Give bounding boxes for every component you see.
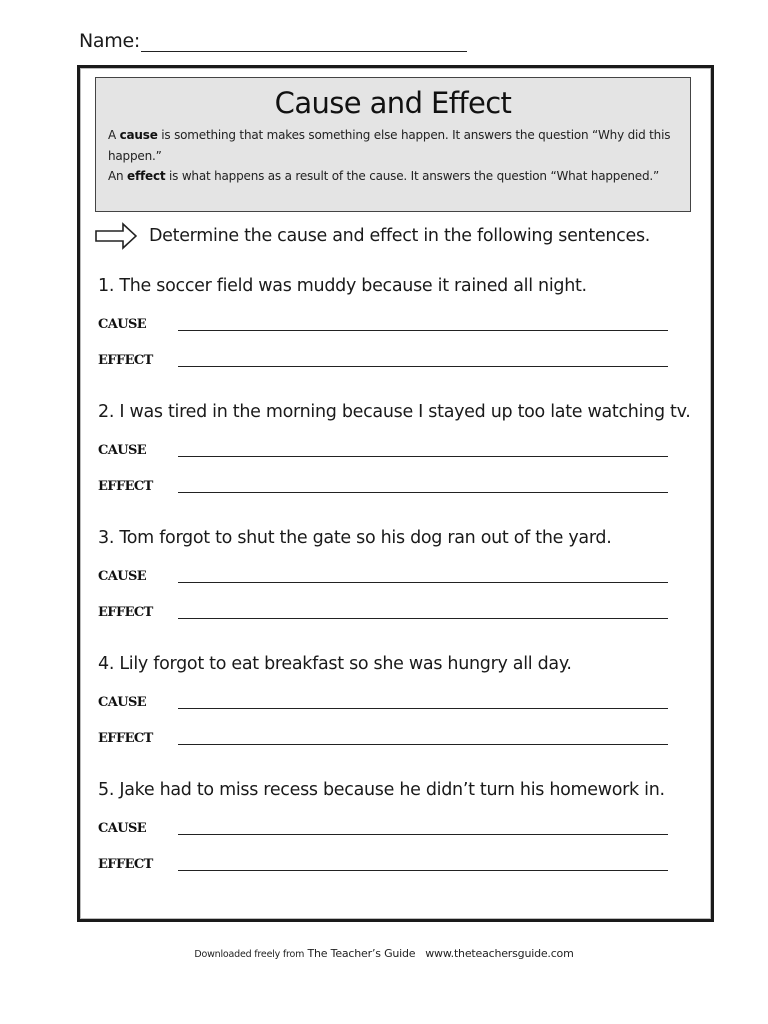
- name-label: Name:: [79, 30, 140, 52]
- effect-answer-5[interactable]: [98, 850, 673, 874]
- question-5: 5. Jake had to miss recess because he didn’t turn his homework in.: [98, 780, 665, 800]
- cause-answer-1[interactable]: [98, 310, 673, 334]
- instruction-text: Determine the cause and effect in the following sentences.: [149, 226, 651, 246]
- cause-term: cause: [119, 128, 158, 142]
- right-arrow-icon: [95, 221, 137, 251]
- instruction-row: [95, 221, 650, 251]
- cause-answer-line[interactable]: [178, 456, 668, 457]
- footer-url[interactable]: www.theteachersguide.com: [425, 947, 574, 960]
- effect-answer-line[interactable]: [178, 870, 668, 871]
- cause-label: CAUSE: [98, 695, 147, 710]
- cause-definition-text: is something that makes something else happen. It answers the question “Why did this happen.”: [108, 128, 671, 163]
- cause-answer-3[interactable]: [98, 562, 673, 586]
- header-box: [95, 77, 691, 212]
- effect-label: EFFECT: [98, 479, 153, 494]
- effect-definition-prefix: An: [108, 169, 128, 183]
- effect-answer-line[interactable]: [178, 744, 668, 745]
- cause-label: CAUSE: [98, 821, 147, 836]
- effect-definition-text: is what happens as a result of the cause. It answers the question “What happened.”: [165, 169, 660, 183]
- effect-label: EFFECT: [98, 857, 153, 872]
- cause-label: CAUSE: [98, 317, 147, 332]
- name-write-line[interactable]: [141, 31, 467, 52]
- cause-answer-line[interactable]: [178, 834, 668, 835]
- cause-answer-4[interactable]: [98, 688, 673, 712]
- cause-answer-5[interactable]: [98, 814, 673, 838]
- effect-label: EFFECT: [98, 353, 153, 368]
- cause-answer-2[interactable]: [98, 436, 673, 460]
- cause-label: CAUSE: [98, 569, 147, 584]
- effect-answer-line[interactable]: [178, 618, 668, 619]
- question-3: 3. Tom forgot to shut the gate so his dog ran out of the yard.: [98, 528, 612, 548]
- effect-answer-3[interactable]: [98, 598, 673, 622]
- cause-label: CAUSE: [98, 443, 147, 458]
- effect-label: EFFECT: [98, 605, 153, 620]
- footer-source: The Teacher’s Guide: [307, 947, 416, 960]
- effect-definition: [108, 166, 683, 187]
- worksheet-title: Cause and Effect: [274, 86, 512, 120]
- footer: [0, 947, 768, 960]
- effect-answer-4[interactable]: [98, 724, 673, 748]
- question-2: 2. I was tired in the morning because I stayed up too late watching tv.: [98, 402, 691, 422]
- question-4: 4. Lily forgot to eat breakfast so she was hungry all day.: [98, 654, 572, 674]
- effect-answer-line[interactable]: [178, 366, 668, 367]
- cause-answer-line[interactable]: [178, 330, 668, 331]
- effect-answer-2[interactable]: [98, 472, 673, 496]
- cause-answer-line[interactable]: [178, 708, 668, 709]
- name-field: [79, 30, 467, 52]
- effect-term: effect: [127, 169, 166, 183]
- cause-answer-line[interactable]: [178, 582, 668, 583]
- footer-downloaded: Downloaded freely from: [194, 949, 305, 960]
- cause-definition: [108, 125, 683, 167]
- question-1: 1. The soccer field was muddy because it rained all night.: [98, 276, 587, 296]
- effect-answer-1[interactable]: [98, 346, 673, 370]
- cause-definition-prefix: A: [108, 128, 120, 142]
- effect-answer-line[interactable]: [178, 492, 668, 493]
- effect-label: EFFECT: [98, 731, 153, 746]
